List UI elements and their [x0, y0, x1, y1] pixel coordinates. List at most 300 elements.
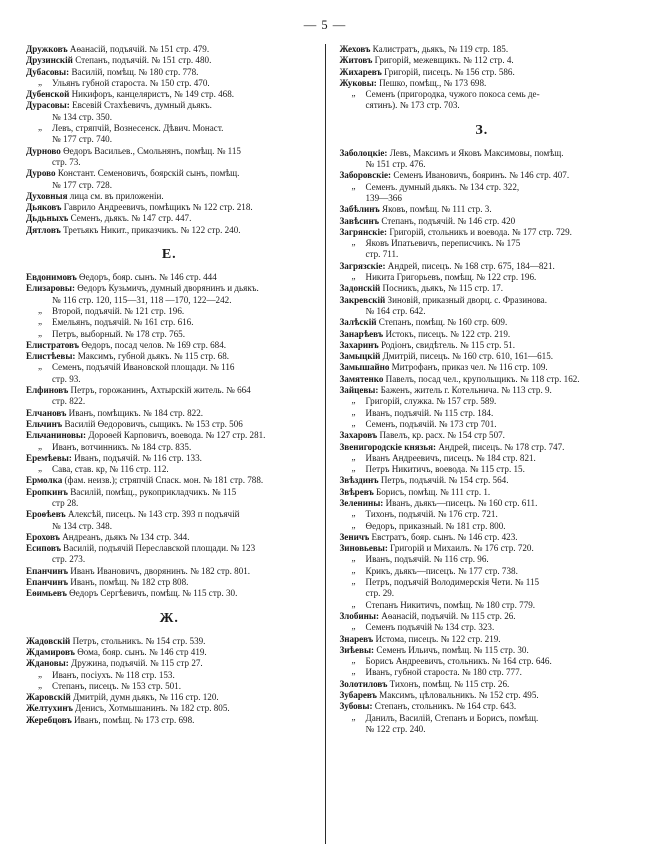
entry-headword: Дьдьныхъ [26, 213, 69, 224]
entry-reference: Дружина, подъячій. № 115 стр 27. [68, 658, 203, 669]
index-entry [340, 67, 625, 78]
subentry-text: Иванъ, подъячій. № 116 стр. 96. [365, 554, 489, 565]
index-entry [26, 146, 313, 157]
index-entry [340, 487, 625, 498]
subentry-text: Семенъ, подъячій. № 173 стр 701. [365, 418, 497, 429]
index-subentry [26, 442, 313, 453]
left-column [26, 44, 321, 844]
entry-headword: Замятенко [339, 373, 384, 384]
ditto-mark: „ [38, 668, 43, 679]
index-entry [26, 283, 313, 294]
entry-reference: Истокъ, писецъ. № 122 стр. 219. [383, 328, 511, 339]
entry-headword: Ждановы: [26, 658, 69, 669]
entry-reference: Иванъ, дьякъ—писецъ. № 160 стр. 611. [383, 497, 538, 508]
index-entry [26, 408, 313, 419]
ditto-mark: „ [351, 655, 356, 666]
entry-headword: Еѳимьевъ [26, 588, 67, 599]
ditto-mark: „ [351, 564, 356, 575]
index-subentry [340, 238, 625, 249]
entry-headword: Загрянскіе: [339, 226, 388, 237]
entry-continuation: № 122 стр. 240. [365, 723, 426, 734]
entry-headword: Епанчинъ [26, 565, 69, 576]
index-subentry [340, 521, 625, 532]
index-subentry [26, 123, 313, 134]
entry-headword: Жихаревъ [339, 66, 382, 77]
entry-headword: Есиповъ [26, 543, 61, 554]
entry-reference: Евсевій Стахѣевичъ, думный дьякъ. [69, 100, 212, 111]
entry-headword: Еремѣевы: [26, 452, 72, 463]
index-entry [26, 89, 313, 100]
entry-headword: Забѣлинъ [339, 204, 380, 215]
subentry-text: Семенъ, подъячій Ивановской площади. № 116 [52, 362, 235, 373]
index-entry [340, 148, 625, 159]
entry-headword: Знаревъ [339, 633, 374, 644]
entry-reference: Иванъ, подъячій. № 116 стр. 133. [71, 452, 202, 463]
ditto-mark: „ [351, 451, 356, 462]
entry-headword: Задонскій [339, 283, 381, 294]
entry-reference: Ѳедоръ Сергѣевичъ, помѣщ. № 115 стр. 30. [66, 588, 238, 599]
index-entry [26, 202, 313, 213]
entry-reference: Семенъ Ильичъ, помѣщ. № 115 стр. 30. [374, 644, 529, 655]
index-entry [26, 636, 313, 647]
entry-reference: Баженъ, житель г. Котельнича. № 113 стр. 9. [378, 385, 552, 396]
index-entry [340, 170, 625, 181]
index-entry [340, 543, 625, 554]
index-entry [26, 430, 313, 441]
entry-reference: Никифоръ, канцеляристъ, № 149 стр. 468. [69, 89, 235, 100]
index-entry [340, 44, 625, 55]
entry-reference: Василій, подъячій Переславской площади. № 123 [60, 543, 256, 554]
index-entry [340, 634, 625, 645]
entry-continuation: № 151 стр. 476. [365, 159, 426, 170]
entry-headword: Злобины: [339, 610, 379, 621]
entry-reference: Григорій и Михаилъ. № 176 стр. 720. [387, 543, 534, 554]
index-subentry [340, 600, 625, 611]
index-entry [26, 577, 313, 588]
subentry-text: Ульянъ губной староста. № 150 стр. 470. [52, 77, 210, 88]
entry-headword: Ельчинъ [26, 418, 63, 429]
entry-reference: Семенъ, дьякъ. № 147 стр. 447. [68, 213, 192, 224]
index-entry [26, 487, 313, 498]
entry-reference: Григорій, писецъ. № 156 стр. 586. [381, 66, 515, 77]
entry-headword: Закревскій [339, 294, 386, 305]
ditto-mark: „ [351, 666, 356, 677]
entry-reference: лица см. въ приложеніи. [67, 190, 164, 201]
entry-reference: Иванъ, помѣщикъ. № 184 стр. 822. [66, 407, 204, 418]
entry-headword: Захаринъ [339, 339, 379, 350]
entry-continuation: стр. 73. [52, 156, 81, 167]
entry-headword: Золотиловъ [339, 678, 388, 689]
ditto-mark: „ [351, 711, 356, 722]
index-entry [340, 317, 625, 328]
entry-headword: Елистратовъ [26, 339, 80, 350]
index-entry [340, 611, 625, 622]
index-entry [340, 374, 625, 385]
index-entry [26, 351, 313, 362]
entry-headword: Жеховъ [339, 44, 371, 54]
subentry-text: Степанъ, писецъ. № 153 стр. 501. [52, 680, 181, 691]
index-subentry [340, 713, 625, 724]
index-subentry [340, 577, 625, 588]
entry-continuation: стр. 273. [52, 554, 86, 565]
entry-reference: Левъ, Максимъ и Яковъ Максимовы, помѣщ. [387, 147, 564, 158]
entry-headword: Жеребцовъ [26, 714, 72, 725]
entry-reference: Павелъ, посад чел., крупольщикъ. № 118 стр. 162. [383, 373, 580, 384]
entry-reference: Дмитрій, писецъ. № 160 стр. 610, 161—615. [380, 351, 554, 362]
entry-headword: Друзинскій [26, 55, 73, 66]
subentry-text: Яковъ Ипатьевичъ, переписчикъ. № 175 [365, 238, 521, 249]
entry-headword: Желтухинъ [26, 703, 73, 714]
entry-reference: Василій, помѣщ. № 180 стр. 778. [69, 66, 199, 77]
entry-reference: Борисъ, помѣщ. № 111 стр. 1. [373, 486, 491, 497]
index-entry [26, 692, 313, 703]
index-entry [340, 701, 625, 712]
entry-reference: Василій, помѣщ., рукоприкладчикъ. № 115 [67, 486, 237, 497]
index-entry [26, 509, 313, 520]
ditto-mark: „ [351, 88, 356, 99]
index-entry [26, 168, 313, 179]
ditto-mark: „ [38, 327, 43, 338]
ditto-mark: „ [38, 76, 43, 87]
entry-headword: Елизаровы: [26, 283, 76, 294]
index-entry [26, 532, 313, 543]
entry-headword: Загрязскіе: [339, 260, 386, 271]
index-subentry [340, 89, 625, 100]
entry-headword: Звенигородскіе князья: [339, 441, 437, 452]
entry-reference: Иванъ Ивановичъ, дворянинъ. № 182 стр. 801. [68, 565, 251, 576]
entry-continuation: № 177 стр. 740. [52, 134, 112, 145]
index-entry [340, 261, 625, 272]
index-entry [26, 44, 313, 55]
ditto-mark: „ [38, 679, 43, 690]
subentry-text: Григорій, служка. № 157 стр. 589. [365, 396, 497, 407]
index-subentry [26, 317, 313, 328]
index-entry [26, 715, 313, 726]
index-entry [340, 78, 625, 89]
subentry-text: Иванъ, вотчинникъ. № 184 стр. 835. [52, 441, 192, 452]
entry-headword: Захаровъ [339, 430, 378, 441]
entry-reference: Андрей, писецъ. № 168 стр. 675, 184—821. [385, 260, 555, 271]
index-subentry [26, 362, 313, 373]
ditto-mark: „ [351, 598, 356, 609]
page-number: — 5 — [303, 18, 347, 32]
entry-reference: Денисъ, Хотмышанинъ. № 182 стр. 805. [72, 703, 230, 714]
index-entry [340, 679, 625, 690]
entry-reference: Родіонъ, свидѣтель. № 115 стр. 51. [378, 339, 515, 350]
index-entry [340, 216, 625, 227]
index-entry [340, 283, 625, 294]
entry-continuation: № 116 стр. 120, 115—31, 118 —170, 122—242. [52, 294, 232, 305]
entry-headword: Звѣревъ [339, 486, 374, 497]
entry-reference: Семенъ Ивановичъ, бояринъ. № 146 стр. 407. [391, 170, 570, 181]
entry-headword: Заболоцкіе: [339, 147, 388, 158]
entry-continuation: сятинъ). № 173 стр. 703. [365, 100, 460, 111]
entry-reference: (фам. неизв.); стряпчій Спаск. мон. № 181 стр. 788. [62, 475, 264, 486]
index-entry [340, 329, 625, 340]
entry-reference: Степанъ, помѣщ. № 160 стр. 609. [376, 317, 508, 328]
entry-continuation: стр 28. [52, 497, 79, 508]
entry-continuation: стр. 711. [365, 249, 399, 260]
index-subentry [26, 670, 313, 681]
ditto-mark: „ [38, 440, 43, 451]
index-entry [340, 532, 625, 543]
entry-headword: Епанчинъ [26, 577, 69, 588]
entry-reference: Констант. Семеновичъ, боярскій сынъ, помѣщ. [55, 168, 240, 179]
subentry-text: Петръ, выборный. № 178 стр. 765. [52, 328, 185, 339]
index-entry [26, 566, 313, 577]
two-column-layout [26, 44, 624, 844]
ditto-mark: „ [351, 576, 356, 587]
ditto-mark: „ [351, 180, 356, 191]
subentry-text: Семенъ. думный дьякъ. № 134 стр. 322, [365, 181, 520, 192]
ditto-mark: „ [38, 304, 43, 315]
entry-reference: Евстратъ, бояр. сынъ. № 146 стр. 423. [369, 531, 518, 542]
subentry-text: Петръ, подъячій Володимерскія Чети. № 115 [365, 577, 540, 588]
index-subentry [340, 396, 625, 407]
entry-reference: Павелъ, кр. расх. № 154 стр 507. [377, 430, 505, 441]
index-entry [26, 225, 313, 236]
subentry-text: Степанъ Никитичъ, помѣщ. № 180 стр. 779. [365, 599, 536, 610]
ditto-mark: „ [351, 519, 356, 530]
entry-headword: Еропкинъ [26, 486, 68, 497]
subentry-text: Семенъ подъячій № 134 стр. 323. [365, 622, 495, 633]
entry-headword: Дьяковъ [26, 202, 62, 213]
index-entry [26, 340, 313, 351]
index-entry [26, 543, 313, 554]
entry-headword: Залѣскій [339, 317, 377, 328]
index-subentry [340, 464, 625, 475]
entry-headword: Ероховъ [26, 531, 60, 542]
subentry-text: Тихонъ, подъячій. № 176 стр. 721. [365, 509, 498, 520]
entry-headword: Духовныя [26, 190, 68, 201]
subentry-text: Борисъ Андреевичъ, стольникъ. № 164 стр. 646. [365, 656, 552, 667]
index-subentry [340, 419, 625, 430]
entry-headword: Ероѳѣевъ [26, 509, 66, 520]
subentry-text: Петръ Никитичъ, воевода. № 115 стр. 15. [365, 464, 525, 475]
index-subentry [340, 182, 625, 193]
index-subentry [340, 667, 625, 678]
index-subentry [26, 306, 313, 317]
index-entry [26, 453, 313, 464]
ditto-mark: „ [351, 463, 356, 474]
entry-headword: Зиѣевы: [339, 644, 375, 655]
ditto-mark: „ [351, 237, 356, 248]
index-entry [340, 690, 625, 701]
entry-reference: Дмитрій, думн дьякъ, № 116 стр. 120. [70, 692, 219, 703]
entry-reference: Дороѳей Карповичъ, воевода. № 127 стр. 281. [86, 430, 266, 441]
entry-reference: Степанъ, стольникъ. № 164 стр. 643. [372, 701, 517, 712]
index-entry [26, 100, 313, 111]
ditto-mark: „ [351, 406, 356, 417]
entry-headword: Елчановъ [26, 407, 67, 418]
entry-headword: Дятловъ [26, 224, 61, 235]
subentry-text: Емельянъ, подъячій. № 161 стр. 616. [52, 317, 194, 328]
index-entry [340, 227, 625, 238]
entry-reference: Ѳедоръ, посад челов. № 169 стр. 684. [79, 339, 227, 350]
entry-continuation: 139—366 [365, 192, 402, 203]
ditto-mark: „ [38, 463, 43, 474]
entry-headword: Дурово [26, 168, 56, 179]
index-entry [26, 658, 313, 669]
subentry-text: Левъ, стряпчій, Вознесенск. Дѣвич. Монаст. [52, 123, 224, 134]
entry-headword: Замышайно [339, 362, 390, 373]
entry-reference: Максимъ, цѣловальникъ. № 152 стр. 495. [376, 690, 539, 701]
entry-continuation: стр. 29. [365, 588, 395, 599]
entry-reference: Аѳанасій, подъячій. № 151 стр. 479. [67, 44, 210, 54]
index-subentry [26, 329, 313, 340]
index-entry [26, 588, 313, 599]
index-entry [26, 385, 313, 396]
ditto-mark: „ [38, 361, 43, 372]
index-subentry [340, 408, 625, 419]
entry-headword: Зубаревъ [339, 690, 377, 701]
entry-headword: Занарѣевъ [339, 328, 384, 339]
ditto-mark: „ [38, 316, 43, 327]
subentry-text: Иванъ, губной староста. № 180 стр. 777. [365, 667, 522, 678]
index-subentry [26, 464, 313, 475]
index-entry [340, 362, 625, 373]
index-entry [26, 191, 313, 202]
index-subentry [26, 681, 313, 692]
entry-reference: Петръ, стольникъ. № 154 стр. 539. [70, 635, 206, 646]
entry-reference: Иванъ, помѣщ. № 173 стр. 698. [71, 714, 195, 725]
ditto-mark: „ [351, 553, 356, 564]
index-subentry [340, 453, 625, 464]
letter-heading: З. [475, 122, 489, 138]
index-entry [26, 703, 313, 714]
entry-continuation: стр. 822. [52, 396, 86, 407]
ditto-mark: „ [351, 508, 356, 519]
index-entry [340, 430, 625, 441]
entry-reference: Ѳедоръ Васильев., Смольнянъ, помѣщ. № 115 [60, 145, 241, 156]
entry-continuation: № 134 стр. 350. [52, 111, 112, 122]
entry-reference: Григорій, межевщикъ. № 112 стр. 4. [372, 55, 514, 66]
entry-headword: Елистѣевы: [26, 351, 76, 362]
entry-headword: Замыцкій [339, 351, 381, 362]
entry-headword: Дурасовы: [26, 100, 70, 111]
entry-headword: Житовъ [339, 55, 373, 66]
entry-reference: Ѳедоръ Кузьмичъ, думный дворянинъ и дьякъ. [75, 283, 259, 294]
index-entry [26, 475, 313, 486]
entry-headword: Дубасовы: [26, 66, 70, 77]
entry-headword: Заборовскіе: [339, 170, 392, 181]
entry-headword: Дурново [26, 145, 61, 156]
entry-reference: Степанъ, подъячій. № 151 стр. 480. [72, 55, 212, 66]
entry-reference: Пешко, помѣщ., № 173 698. [376, 77, 487, 88]
entry-reference: Петръ, горожанинъ, Ахтырскій житель. № 664 [68, 385, 251, 396]
ditto-mark: „ [38, 122, 43, 133]
entry-headword: Зиновьевы: [339, 543, 388, 554]
entry-headword: Жуковы: [339, 77, 377, 88]
entry-headword: Ждамировъ [26, 646, 75, 657]
entry-reference: Степанъ, подъячій. № 146 стр. 420 [379, 215, 516, 226]
index-subentry [340, 622, 625, 633]
index-subentry [26, 78, 313, 89]
entry-reference: Максимъ, губной дьякъ. № 115 стр. 68. [75, 351, 230, 362]
index-entry [26, 55, 313, 66]
index-entry [340, 498, 625, 509]
right-column [330, 44, 625, 844]
index-subentry [340, 272, 625, 283]
column-divider [325, 44, 326, 844]
entry-reference: Андрей, писецъ. № 178 стр. 747. [436, 441, 565, 452]
entry-continuation: стр. 93. [52, 373, 81, 384]
entry-headword: Евдонимовъ [26, 272, 77, 283]
index-entry [340, 475, 625, 486]
entry-headword: Зеничъ [339, 531, 370, 542]
ditto-mark: „ [351, 271, 356, 282]
subentry-text: Никита Григорьевъ, помѣщ. № 122 стр. 196. [365, 272, 537, 283]
ditto-mark: „ [351, 417, 356, 428]
entry-headword: Завѣсинъ [339, 215, 380, 226]
entry-headword: Ельчаниновы: [26, 430, 87, 441]
index-entry [26, 67, 313, 78]
entry-reference: Аѳанасій, подъячій. № 115 стр. 26. [378, 610, 516, 621]
entry-reference: Тихонъ, помѣщ. № 115 стр. 26. [387, 678, 510, 689]
index-subentry [340, 509, 625, 520]
entry-headword: Зеленины: [339, 497, 384, 508]
entry-reference: Посникъ, дьякъ, № 115 стр. 17. [380, 283, 504, 294]
subentry-text: Крикъ, дьякъ—писецъ. № 177 стр. 738. [365, 565, 518, 576]
entry-reference: Зиновій, приказный дворц. с. Фразинова. [385, 294, 547, 305]
entry-reference: Григорій, стольникъ и воевода. № 177 стр. 729. [387, 226, 572, 237]
entry-headword: Зайцевы: [339, 385, 379, 396]
subentry-text: Иванъ, подъячій. № 115 стр. 184. [365, 407, 494, 418]
index-entry [26, 647, 313, 658]
subentry-text: Семенъ (пригородка, чужого покоса семь де- [365, 89, 540, 100]
ditto-mark: „ [351, 395, 356, 406]
index-entry [26, 419, 313, 430]
index-entry [340, 204, 625, 215]
entry-reference: Алексѣй, писецъ. № 143 стр. 393 п подъячій [65, 509, 240, 520]
index-entry [26, 272, 313, 283]
index-entry [340, 442, 625, 453]
entry-headword: Жадовскій [26, 635, 71, 646]
entry-headword: Жаровскій [26, 692, 71, 703]
index-entry [340, 55, 625, 66]
entry-headword: Дружковъ [26, 44, 68, 54]
entry-continuation: № 164 стр. 642. [365, 305, 426, 316]
letter-heading: Ж. [159, 610, 179, 626]
entry-headword: Дубенской [26, 89, 70, 100]
entry-reference: Истома, писецъ. № 122 стр. 219. [373, 633, 501, 644]
index-subentry [340, 656, 625, 667]
entry-reference: Яковъ, помѣщ. № 111 стр. 3. [379, 204, 492, 215]
subentry-text: Сава, став. кр, № 116 стр. 112. [52, 464, 169, 475]
ditto-mark: „ [351, 621, 356, 632]
index-entry [26, 213, 313, 224]
index-entry [340, 385, 625, 396]
entry-headword: Елфиновъ [26, 385, 69, 396]
index-subentry [340, 554, 625, 565]
index-entry [340, 351, 625, 362]
entry-continuation: № 177 стр. 728. [52, 179, 112, 190]
entry-reference: Василій Ѳедоровичъ, сыщикъ. № 153 стр. 506 [62, 418, 243, 429]
entry-reference: Иванъ, помѣщ. № 182 стр 808. [68, 577, 189, 588]
entry-reference: Андреанъ, дьякъ № 134 стр. 344. [59, 531, 190, 542]
entry-reference: Ѳедоръ, бояр. сынъ. № 146 стр. 444 [76, 272, 217, 283]
subentry-text: Ѳедоръ, приказный. № 181 стр. 800. [365, 520, 506, 531]
entry-reference: Петръ, подъячій. № 154 стр. 564. [378, 475, 509, 486]
entry-headword: Ермолка [26, 475, 63, 486]
index-entry [340, 340, 625, 351]
index-subentry [340, 566, 625, 577]
entry-reference: Ѳома, бояр. сынъ. № 146 стр 419. [74, 646, 207, 657]
subentry-text: Данилъ, Василій, Степанъ и Борисъ, помѣщ. [365, 712, 539, 723]
entry-reference: Митрофанъ, приказ чел. № 116 стр. 109. [389, 362, 548, 373]
entry-reference: Гаврило Андреевичъ, помѣщикъ № 122 стр. 218. [61, 202, 253, 213]
entry-reference: Калистратъ, дьякъ, № 119 стр. 185. [370, 44, 509, 54]
